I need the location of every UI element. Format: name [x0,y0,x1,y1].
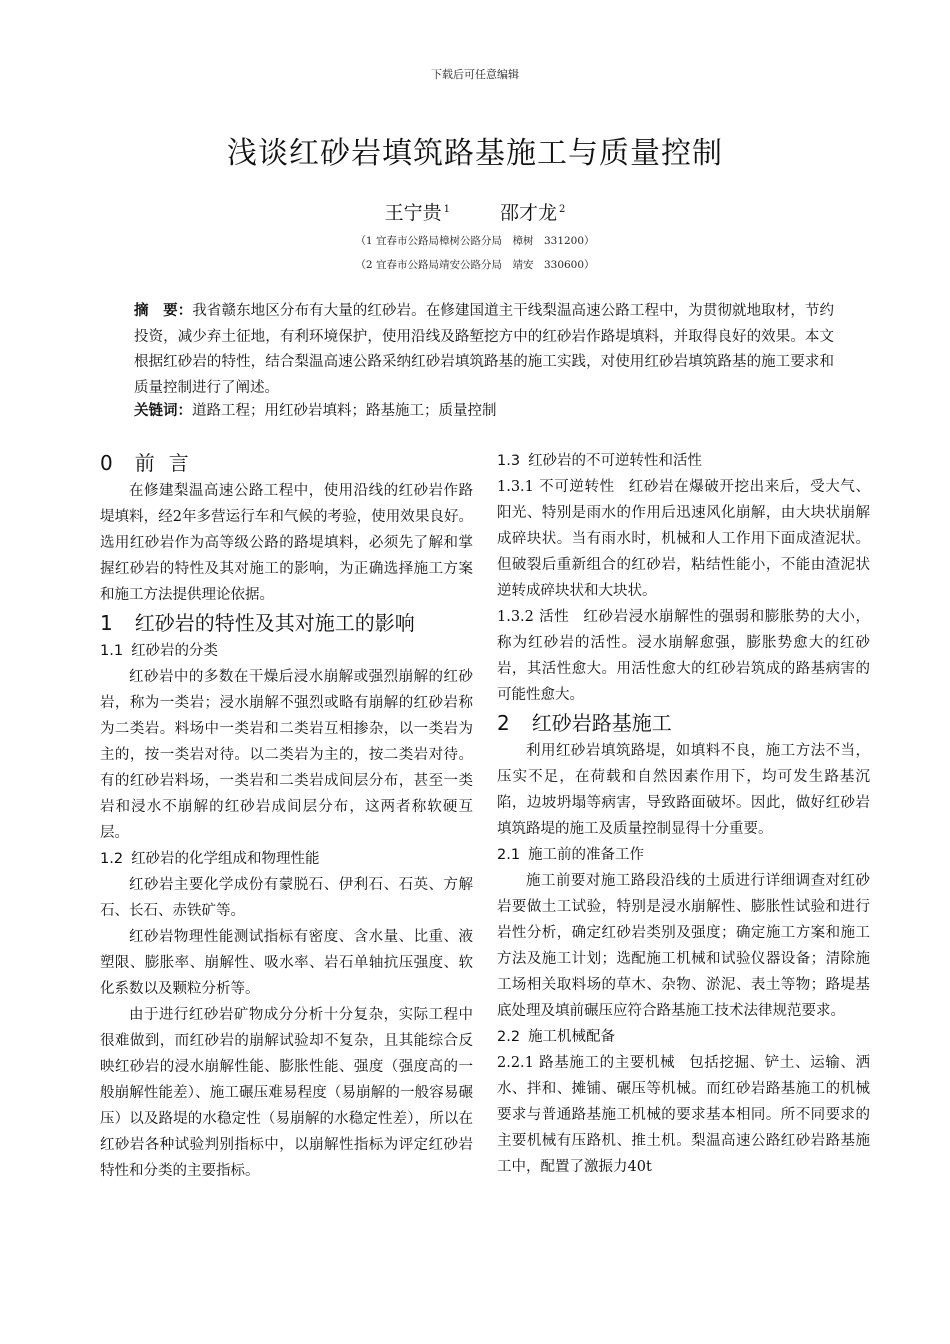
left-column [100,448,473,1184]
section-0-num: 0 [100,451,113,475]
section-2-2-1-text: 包括挖掘、铲土、运输、洒水、拌和、摊铺、碾压等机械。而红砂岩路基施工的机械要求与普通路基施工机械的要求基本相同。所不同要求的主要机械有压路机、推土机。梨温高速公路红砂岩路基施工中，配置了激振力40t [497,1055,870,1175]
section-1-2-num: 1.2 [100,851,124,867]
section-2-1-title: 施工前的准备工作 [528,847,645,863]
section-1-3-1-text: 红砂岩在爆破开挖出来后，受大气、阳光、特别是雨水的作用后迅速风化崩解，由大块状崩解成碎块状。当有雨水时，机械和人工作用下面成渣泥状。但破裂后重新组合的红砂岩，粘结性能小，不能由渣泥状逆转成碎块状和大块状。 [497,479,870,599]
section-2-heading [497,708,870,738]
section-2-2-1-label: 2.2.1 路基施工的主要机械 [497,1055,676,1071]
abstract-text: 我省赣东地区分布有大量的红砂岩。在修建国道主干线梨温高速公路工程中，为贯彻就地取材，节约投资，减少弃土征地，有利环境保护，使用沿线及路堑挖方中的红砂岩作路堤填料，并取得良好的效果。本文根据红砂岩的特性，结合梨温高速公路采纳红砂岩填筑路基的施工实践，对使用红砂岩填筑路基的施工要求和质量控制进行了阐述。 [134,303,834,396]
section-1-3-2-paragraph [497,604,870,708]
section-2-1-paragraph: 施工前要对施工路段沿线的土质进行详细调查对红砂岩要做土工试验，特别是浸水崩解性、膨胀性试验和进行岩性分析，确定红砂岩类别及强度；确定施工方案和施工方法及施工计划；选配施工机械和试验仪器设备；清除施工场相关取料场的草木、杂物、淤泥、表土等物；路堤基底处理及填前碾压应符合路基施工技术法律规范要求。 [497,873,870,1019]
section-2-2-num: 2.2 [497,1029,521,1045]
section-1-3-2-text: 红砂岩浸水崩解性的强弱和膨胀势的大小，称为红砂岩的活性。浸水崩解愈强，膨胀势愈大的红砂岩，其活性愈大。用活性愈大的红砂岩筑成的路基病害的可能性愈大。 [497,609,870,703]
keywords [134,398,834,424]
page-header: 下载后可任意编辑 [431,68,519,81]
section-1-3-1-paragraph [497,474,870,604]
authors [0,198,950,225]
author-2 [500,202,565,224]
section-1-1-num: 1.1 [100,643,124,659]
section-1-3-2-label: 1.3.2 活性 [497,609,570,625]
section-2-2-heading [497,1024,870,1050]
section-2-paragraph: 利用红砂岩填筑路堤，如填料不良，施工方法不当，压实不足，在荷载和自然因素作用下，均可发生路基沉陷，边坡坍塌等病害，导致路面破坏。因此，做好红砂岩填筑路堤的施工及质量控制显得十分重要。 [497,743,870,837]
section-1-1-paragraph: 红砂岩中的多数在干燥后浸水崩解或强烈崩解的红砂岩，称为一类岩；浸水崩解不强烈或略有崩解的红砂岩称为二类岩。料场中一类岩和二类岩互相掺杂，以一类岩为主的，按一类岩对待。以二类岩为主的，按二类岩对待。有的红砂岩料场，一类岩和二类岩成间层分布，甚至一类岩和浸水不崩解的红砂岩成间层分布，这两者称软硬互层。 [100,669,473,841]
section-2-1-num: 2.1 [497,847,521,863]
author-2-sup: 2 [559,203,566,215]
section-0-paragraph: 在修建梨温高速公路工程中，使用沿线的红砂岩作路堤填料，经2年多营运行车和气候的考验，使用效果良好。选用红砂岩作为高等级公路的路堤填料，必须先了解和掌握红砂岩的特性及其对施工的影响，为正确选择施工方案和施工方法提供理论依据。 [100,483,473,603]
section-1-3-heading [497,448,870,474]
section-1-2-paragraph-3: 由于进行红砂岩矿物成分分析十分复杂，实际工程中很难做到，而红砂岩的崩解试验却不复杂，且其能综合反映红砂岩的浸水崩解性能、膨胀性能、强度（强度高的一般崩解性能差）、施工碾压难易程度（易崩解的一般容易碾压）以及路堤的水稳定性（易崩解的水稳定性差），所以在红砂岩各种试验判别指标中，以崩解性指标为评定红砂岩特性和分类的主要指标。 [100,1007,473,1179]
section-1-2-paragraph-1: 红砂岩主要化学成份有蒙脱石、伊利石、石英、方解石、长石、赤铁矿等。 [100,877,473,919]
section-0-title: 前言 [134,451,203,475]
section-1-3-title: 红砂岩的不可逆转性和活性 [528,453,703,469]
section-1-2-title: 红砂岩的化学组成和物理性能 [131,851,320,867]
section-1-3-1-label: 1.3.1 不可逆转性 [497,479,615,495]
author-1-name: 王宁贵 [384,202,442,224]
section-1-num: 1 [100,611,113,635]
section-2-num: 2 [497,711,510,735]
affiliation-1: （1 宜春市公路局樟树公路分局 樟树 331200） [355,235,595,247]
section-1-3-num: 1.3 [497,453,521,469]
section-1-title: 红砂岩的特性及其对施工的影响 [134,611,415,635]
section-1-heading [100,608,473,638]
section-1-2-paragraph-2: 红砂岩物理性能测试指标有密度、含水量、比重、液塑限、膨胀率、崩解性、吸水率、岩石单轴抗压强度、软化系数以及颗粒分析等。 [100,929,473,997]
abstract [134,298,834,401]
section-1-1-heading [100,638,473,664]
right-column [497,448,870,1180]
section-1-2-heading [100,846,473,872]
author-1-sup: 1 [443,203,450,215]
paper-title: 浅谈红砂岩填筑路基施工与质量控制 [227,136,723,171]
keywords-label: 关链词： [134,402,192,419]
keywords-text: 道路工程；用红砂岩填料；路基施工；质量控制 [192,403,497,419]
section-2-1-heading [497,842,870,868]
section-2-title: 红砂岩路基施工 [531,711,672,735]
author-1 [385,202,450,224]
abstract-label: 摘 要： [134,302,193,319]
section-1-1-title: 红砂岩的分类 [131,643,219,659]
section-0-heading [100,448,473,478]
section-2-2-1-paragraph [497,1050,870,1180]
author-2-name: 邵才龙 [500,202,558,224]
section-2-2-title: 施工机械配备 [528,1029,616,1045]
affiliation-2: （2 宜春市公路局靖安公路分局 靖安 330600） [355,259,595,271]
